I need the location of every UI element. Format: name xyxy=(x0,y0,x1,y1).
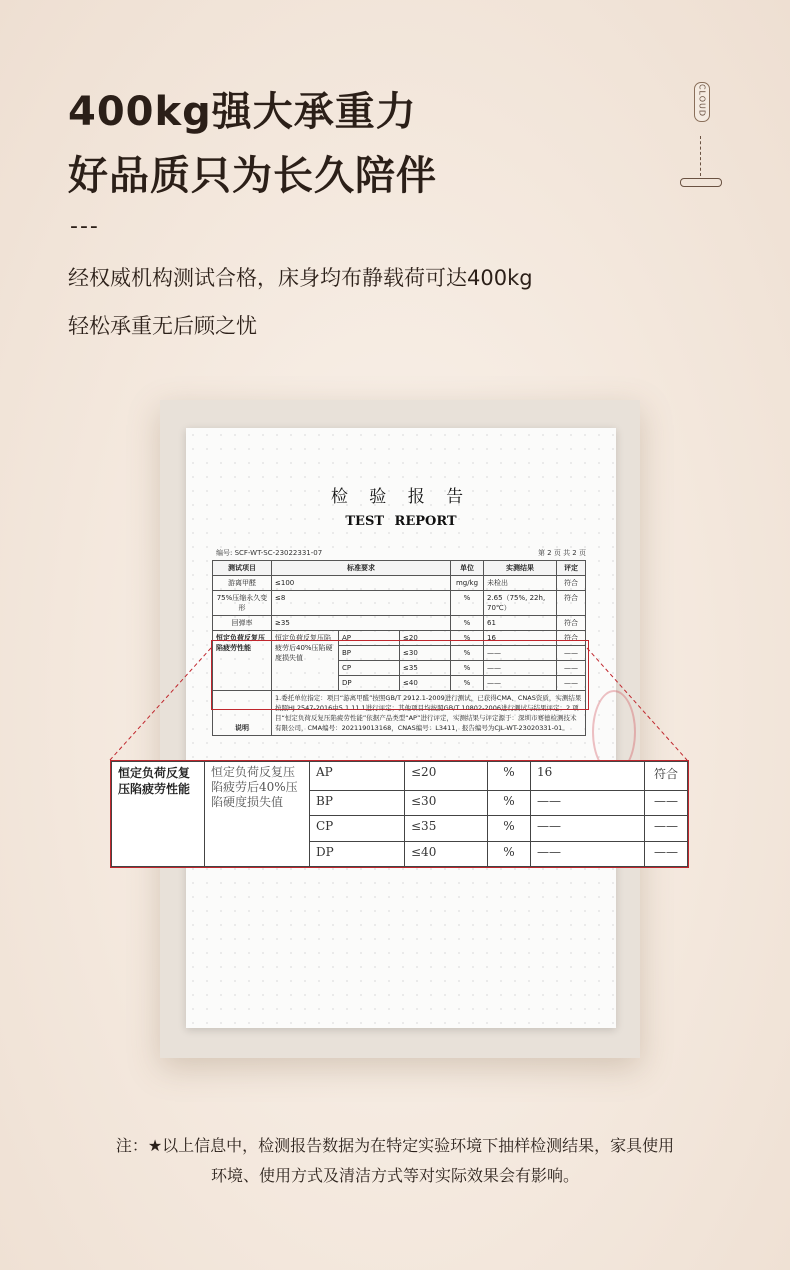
table-row xyxy=(112,762,688,791)
zoom-cell-eval: 符合 xyxy=(645,762,688,791)
zoom-cell-std: ≤20 xyxy=(405,762,488,791)
zoom-cell-result: —— xyxy=(531,816,645,841)
report-title: 检 验 报 告 xyxy=(330,487,472,507)
zoom-cell-unit: % xyxy=(488,790,531,815)
zoom-cell-eval: —— xyxy=(645,790,688,815)
header-cell: 评定 xyxy=(557,561,586,576)
cell-item: 75%压缩永久变形 xyxy=(213,591,272,616)
report-page: 第 2 页 共 2 页 xyxy=(537,549,586,557)
report-subtitle: TEST REPORT xyxy=(345,514,457,529)
zoom-cell-sub: DP xyxy=(310,841,405,866)
cell-eval: 符合 xyxy=(557,631,586,646)
cell-unit: % xyxy=(451,646,484,661)
cell-result: 61 xyxy=(484,616,557,631)
cell-sub: AP xyxy=(339,631,400,646)
cell-desc: 恒定负荷反复压陷疲劳后40%压陷硬度损失值 xyxy=(272,631,339,691)
footer-note-line2: 环境、使用方式及清洁方式等对实际效果会有影响。 xyxy=(210,1166,579,1185)
body-line2: 轻松承重无后顾之忧 xyxy=(68,314,257,338)
divider: --- xyxy=(70,214,100,239)
zoom-cell-result: —— xyxy=(531,790,645,815)
cell-result: —— xyxy=(484,661,557,676)
cell-std: ≤8 xyxy=(272,591,451,616)
zoom-cell-std: ≤40 xyxy=(405,841,488,866)
cell-eval: 符合 xyxy=(557,616,586,631)
zoom-cell-unit: % xyxy=(488,762,531,791)
zoom-cell-eval: —— xyxy=(645,841,688,866)
footer-note-line1: 注：★以上信息中，检测报告数据为在特定实验环境下抽样检测结果，家具使用 xyxy=(115,1136,675,1155)
zoom-cell-desc: 恒定负荷反复压陷疲劳后40%压陷硬度损失值 xyxy=(205,762,310,867)
cell-result: —— xyxy=(484,676,557,691)
zoom-cell-result: —— xyxy=(531,841,645,866)
header-cell: 实测结果 xyxy=(484,561,557,576)
cell-result: 2.65（75%, 22h, 70℃） xyxy=(484,591,557,616)
cell-eval: —— xyxy=(557,676,586,691)
zoom-cell-std: ≤30 xyxy=(405,790,488,815)
cell-std: ≤35 xyxy=(400,661,451,676)
zoom-cell-eval: —— xyxy=(645,816,688,841)
cell-eval: 符合 xyxy=(557,591,586,616)
cell-item: 恒定负荷反复压陷疲劳性能 xyxy=(213,631,272,691)
cell-unit: % xyxy=(451,616,484,631)
cell-std: ≤100 xyxy=(272,576,451,591)
cell-std: ≤40 xyxy=(400,676,451,691)
cell-result: 未检出 xyxy=(484,576,557,591)
zoom-cell-sub: BP xyxy=(310,790,405,815)
cell-std: ≤30 xyxy=(400,646,451,661)
cell-eval: —— xyxy=(557,646,586,661)
cell-std: ≤20 xyxy=(400,631,451,646)
zoom-cell-sub: CP xyxy=(310,816,405,841)
cell-item: 回弹率 xyxy=(213,616,272,631)
cell-unit: % xyxy=(451,676,484,691)
cell-std: ≥35 xyxy=(272,616,451,631)
header-cell: 测试项目 xyxy=(213,561,272,576)
zoom-cell-item: 恒定负荷反复压陷疲劳性能 xyxy=(112,762,205,867)
header-cell: 单位 xyxy=(451,561,484,576)
note-text: 1.委托单位指定：项目“游离甲醛”按照GB/T 2912.1-2009进行测试，已获得CMA、CNAS资质，实测结果按照HJ 2547-2016中5.1.11.1进行评定；其他项目均按照GB/T 10802-2006进行测试与结果评定；2.项目“恒定负荷反复压陷疲劳性能”依据产品类型“AP”进行评定，实测结果与评定源于：深圳市赛德检测技术有限公司，CMA编号：202119013168，CNAS编号：L3411，报告编号为CJL-WT-23020331-01。 xyxy=(272,691,586,736)
cell-item: 游离甲醛 xyxy=(213,576,272,591)
body-line1: 经权威机构测试合格，床身均布静载荷可达400kg xyxy=(68,266,533,290)
zoom-cell-result: 16 xyxy=(531,762,645,791)
zoom-cell-sub: AP xyxy=(310,762,405,791)
cell-result: —— xyxy=(484,646,557,661)
headline-line2: 好品质只为长久陪伴 xyxy=(68,153,437,199)
cell-unit: % xyxy=(451,661,484,676)
cell-sub: DP xyxy=(339,676,400,691)
zoomed-table xyxy=(110,760,689,868)
cell-unit: mg/kg xyxy=(451,576,484,591)
cell-sub: BP xyxy=(339,646,400,661)
report-number: 编号: SCF-WT-SC-23022331-07 xyxy=(216,549,323,557)
headline-line1: 400kg强大承重力 xyxy=(68,89,417,135)
cell-eval: —— xyxy=(557,661,586,676)
zoom-cell-unit: % xyxy=(488,816,531,841)
logo-text: CLOUD xyxy=(697,83,707,118)
header-cell: 标准要求 xyxy=(272,561,451,576)
cell-eval: 符合 xyxy=(557,576,586,591)
cell-sub: CP xyxy=(339,661,400,676)
cell-unit: % xyxy=(451,591,484,616)
zoom-cell-unit: % xyxy=(488,841,531,866)
note-label: 说明 xyxy=(213,691,272,736)
zoom-cell-std: ≤35 xyxy=(405,816,488,841)
cell-unit: % xyxy=(451,631,484,646)
cell-result: 16 xyxy=(484,631,557,646)
